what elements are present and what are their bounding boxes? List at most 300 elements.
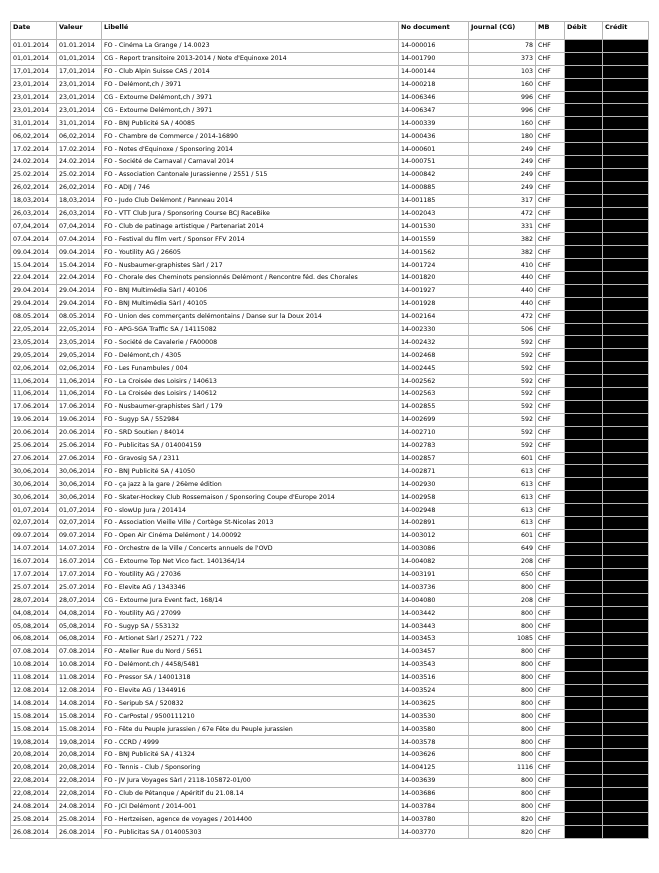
cell-no-document: 14-002562 bbox=[399, 375, 469, 388]
table-row bbox=[11, 697, 649, 710]
cell-date: 06,02,2014 bbox=[11, 130, 57, 143]
cell-credit-redacted bbox=[603, 181, 649, 194]
cell-libelle: FO - Notes d'Equinoxe / Sponsoring 2014 bbox=[102, 143, 399, 156]
cell-valeur: 11.08.2014 bbox=[57, 671, 102, 684]
cell-journal: 613 bbox=[469, 516, 536, 529]
cell-valeur: 31,01,2014 bbox=[57, 117, 102, 130]
cell-date: 20,08,2014 bbox=[11, 748, 57, 761]
cell-libelle: FO - CCRD / 4999 bbox=[102, 736, 399, 749]
table-row bbox=[11, 439, 649, 452]
cell-debit-redacted bbox=[565, 349, 603, 362]
cell-date: 15.08.2014 bbox=[11, 710, 57, 723]
cell-credit-redacted bbox=[603, 194, 649, 207]
cell-credit-redacted bbox=[603, 439, 649, 452]
cell-valeur: 28,07,2014 bbox=[57, 594, 102, 607]
cell-no-document: 14-006347 bbox=[399, 104, 469, 117]
cell-no-document: 14-003442 bbox=[399, 607, 469, 620]
cell-date: 19,08,2014 bbox=[11, 736, 57, 749]
cell-libelle: CG - Extourne Top Net Vico fact. 1401364/14 bbox=[102, 555, 399, 568]
cell-mb: CHF bbox=[536, 168, 565, 181]
cell-mb: CHF bbox=[536, 684, 565, 697]
cell-no-document: 14-006346 bbox=[399, 91, 469, 104]
cell-no-document: 14-003453 bbox=[399, 632, 469, 645]
cell-credit-redacted bbox=[603, 671, 649, 684]
cell-journal: 249 bbox=[469, 156, 536, 169]
cell-valeur: 17.06.2014 bbox=[57, 400, 102, 413]
cell-no-document: 14-001927 bbox=[399, 284, 469, 297]
header-row bbox=[11, 22, 649, 40]
cell-valeur: 19.06.2014 bbox=[57, 413, 102, 426]
table-row bbox=[11, 181, 649, 194]
cell-libelle: FO - ADIJ / 746 bbox=[102, 181, 399, 194]
cell-date: 07.08.2014 bbox=[11, 645, 57, 658]
cell-libelle: FO - BNJ Publicité SA / 41324 bbox=[102, 748, 399, 761]
cell-journal: 800 bbox=[469, 774, 536, 787]
cell-debit-redacted bbox=[565, 568, 603, 581]
cell-date: 14.07.2014 bbox=[11, 542, 57, 555]
cell-libelle: FO - BNJ Publicité SA / 41050 bbox=[102, 465, 399, 478]
cell-no-document: 14-003443 bbox=[399, 620, 469, 633]
cell-debit-redacted bbox=[565, 607, 603, 620]
cell-no-document: 14-000601 bbox=[399, 143, 469, 156]
cell-no-document: 14-000218 bbox=[399, 78, 469, 91]
table-row bbox=[11, 259, 649, 272]
cell-credit-redacted bbox=[603, 117, 649, 130]
cell-libelle: FO - Festival du film vert / Sponsor FFV 2014 bbox=[102, 233, 399, 246]
cell-credit-redacted bbox=[603, 400, 649, 413]
cell-debit-redacted bbox=[565, 400, 603, 413]
cell-mb: CHF bbox=[536, 787, 565, 800]
cell-libelle: FO - Delémont,ch / 3971 bbox=[102, 78, 399, 91]
cell-journal: 592 bbox=[469, 426, 536, 439]
table-row bbox=[11, 336, 649, 349]
cell-credit-redacted bbox=[603, 465, 649, 478]
cell-credit-redacted bbox=[603, 542, 649, 555]
cell-mb: CHF bbox=[536, 52, 565, 65]
cell-journal: 613 bbox=[469, 491, 536, 504]
cell-mb: CHF bbox=[536, 400, 565, 413]
cell-credit-redacted bbox=[603, 774, 649, 787]
header-mb: MB bbox=[536, 22, 565, 40]
cell-mb: CHF bbox=[536, 310, 565, 323]
cell-date: 23,01,2014 bbox=[11, 104, 57, 117]
cell-journal: 440 bbox=[469, 272, 536, 285]
cell-date: 25.06.2014 bbox=[11, 439, 57, 452]
cell-no-document: 14-002164 bbox=[399, 310, 469, 323]
cell-date: 25.08.2014 bbox=[11, 813, 57, 826]
cell-no-document: 14-003086 bbox=[399, 542, 469, 555]
cell-valeur: 22,08,2014 bbox=[57, 774, 102, 787]
cell-credit-redacted bbox=[603, 362, 649, 375]
cell-date: 25.02.2014 bbox=[11, 168, 57, 181]
cell-libelle: FO - VTT Club Jura / Sponsoring Course BCJ RaceBike bbox=[102, 207, 399, 220]
cell-credit-redacted bbox=[603, 620, 649, 633]
cell-valeur: 02,07,2014 bbox=[57, 516, 102, 529]
cell-valeur: 22,08,2014 bbox=[57, 787, 102, 800]
cell-journal: 601 bbox=[469, 452, 536, 465]
cell-credit-redacted bbox=[603, 504, 649, 517]
table-row bbox=[11, 91, 649, 104]
cell-debit-redacted bbox=[565, 439, 603, 452]
cell-date: 15.08.2014 bbox=[11, 723, 57, 736]
cell-credit-redacted bbox=[603, 658, 649, 671]
cell-credit-redacted bbox=[603, 800, 649, 813]
cell-date: 30,06,2014 bbox=[11, 491, 57, 504]
cell-no-document: 14-000016 bbox=[399, 40, 469, 53]
cell-no-document: 14-000885 bbox=[399, 181, 469, 194]
cell-mb: CHF bbox=[536, 297, 565, 310]
cell-debit-redacted bbox=[565, 723, 603, 736]
cell-libelle: FO - Judo Club Delémont / Panneau 2014 bbox=[102, 194, 399, 207]
cell-valeur: 30,06,2014 bbox=[57, 465, 102, 478]
cell-valeur: 17,01,2014 bbox=[57, 65, 102, 78]
cell-date: 28,07,2014 bbox=[11, 594, 57, 607]
cell-mb: CHF bbox=[536, 581, 565, 594]
cell-date: 26.08.2014 bbox=[11, 826, 57, 839]
cell-date: 02,07,2014 bbox=[11, 516, 57, 529]
cell-no-document: 14-000339 bbox=[399, 117, 469, 130]
cell-libelle: FO - Société de Carnaval / Carnaval 2014 bbox=[102, 156, 399, 169]
cell-credit-redacted bbox=[603, 65, 649, 78]
cell-credit-redacted bbox=[603, 336, 649, 349]
cell-libelle: FO - Hertzeisen, agence de voyages / 2014400 bbox=[102, 813, 399, 826]
cell-credit-redacted bbox=[603, 478, 649, 491]
cell-credit-redacted bbox=[603, 684, 649, 697]
cell-date: 24.02.2014 bbox=[11, 156, 57, 169]
cell-date: 16.07.2014 bbox=[11, 555, 57, 568]
cell-mb: CHF bbox=[536, 323, 565, 336]
cell-credit-redacted bbox=[603, 259, 649, 272]
cell-valeur: 05,08,2014 bbox=[57, 620, 102, 633]
cell-debit-redacted bbox=[565, 194, 603, 207]
cell-mb: CHF bbox=[536, 452, 565, 465]
cell-date: 31,01,2014 bbox=[11, 117, 57, 130]
cell-credit-redacted bbox=[603, 568, 649, 581]
cell-mb: CHF bbox=[536, 710, 565, 723]
cell-valeur: 15.08.2014 bbox=[57, 723, 102, 736]
table-row bbox=[11, 272, 649, 285]
cell-debit-redacted bbox=[565, 761, 603, 774]
cell-mb: CHF bbox=[536, 104, 565, 117]
cell-journal: 800 bbox=[469, 710, 536, 723]
cell-no-document: 14-003578 bbox=[399, 736, 469, 749]
cell-mb: CHF bbox=[536, 181, 565, 194]
cell-journal: 613 bbox=[469, 465, 536, 478]
cell-libelle: FO - Cinéma La Grange / 14.0023 bbox=[102, 40, 399, 53]
table-row bbox=[11, 130, 649, 143]
cell-libelle: FO - Open Air Cinéma Delémont / 14.00092 bbox=[102, 529, 399, 542]
cell-no-document: 14-004125 bbox=[399, 761, 469, 774]
cell-date: 22,08,2014 bbox=[11, 787, 57, 800]
cell-journal: 373 bbox=[469, 52, 536, 65]
cell-date: 30,06,2014 bbox=[11, 465, 57, 478]
cell-valeur: 19,08,2014 bbox=[57, 736, 102, 749]
cell-date: 15.04.2014 bbox=[11, 259, 57, 272]
cell-mb: CHF bbox=[536, 555, 565, 568]
table-row bbox=[11, 233, 649, 246]
cell-no-document: 14-001928 bbox=[399, 297, 469, 310]
cell-mb: CHF bbox=[536, 65, 565, 78]
cell-valeur: 06,02,2014 bbox=[57, 130, 102, 143]
cell-date: 09.07.2014 bbox=[11, 529, 57, 542]
cell-date: 08.05.2014 bbox=[11, 310, 57, 323]
cell-credit-redacted bbox=[603, 310, 649, 323]
cell-mb: CHF bbox=[536, 542, 565, 555]
cell-valeur: 18,03,2014 bbox=[57, 194, 102, 207]
cell-date: 20.06.2014 bbox=[11, 426, 57, 439]
cell-no-document: 14-000751 bbox=[399, 156, 469, 169]
cell-journal: 800 bbox=[469, 723, 536, 736]
cell-journal: 800 bbox=[469, 800, 536, 813]
table-row bbox=[11, 284, 649, 297]
cell-libelle: FO - Publicitas SA / 014005303 bbox=[102, 826, 399, 839]
cell-mb: CHF bbox=[536, 568, 565, 581]
cell-mb: CHF bbox=[536, 40, 565, 53]
cell-mb: CHF bbox=[536, 91, 565, 104]
cell-date: 22.04.2014 bbox=[11, 272, 57, 285]
cell-journal: 996 bbox=[469, 91, 536, 104]
cell-journal: 800 bbox=[469, 748, 536, 761]
cell-journal: 800 bbox=[469, 787, 536, 800]
cell-libelle: FO - Fête du Peuple jurassien / 67e Fête du Peuple jurassien bbox=[102, 723, 399, 736]
cell-journal: 472 bbox=[469, 310, 536, 323]
header-libelle: Libellé bbox=[102, 22, 399, 40]
cell-debit-redacted bbox=[565, 336, 603, 349]
cell-libelle: CG - Extourne Jura Event fact, 168/14 bbox=[102, 594, 399, 607]
table-row bbox=[11, 400, 649, 413]
cell-libelle: FO - CarPostal / 9500111210 bbox=[102, 710, 399, 723]
cell-debit-redacted bbox=[565, 465, 603, 478]
cell-debit-redacted bbox=[565, 516, 603, 529]
cell-libelle: FO - Artionet Sàrl / 25271 / 722 bbox=[102, 632, 399, 645]
cell-no-document: 14-002783 bbox=[399, 439, 469, 452]
table-row bbox=[11, 143, 649, 156]
cell-credit-redacted bbox=[603, 555, 649, 568]
cell-mb: CHF bbox=[536, 220, 565, 233]
cell-journal: 160 bbox=[469, 78, 536, 91]
cell-valeur: 20,08,2014 bbox=[57, 761, 102, 774]
cell-credit-redacted bbox=[603, 388, 649, 401]
cell-mb: CHF bbox=[536, 349, 565, 362]
cell-debit-redacted bbox=[565, 130, 603, 143]
cell-debit-redacted bbox=[565, 375, 603, 388]
cell-debit-redacted bbox=[565, 310, 603, 323]
cell-mb: CHF bbox=[536, 465, 565, 478]
cell-journal: 180 bbox=[469, 130, 536, 143]
table-row bbox=[11, 684, 649, 697]
cell-date: 17.07.2014 bbox=[11, 568, 57, 581]
table-row bbox=[11, 168, 649, 181]
cell-no-document: 14-003516 bbox=[399, 671, 469, 684]
cell-mb: CHF bbox=[536, 233, 565, 246]
cell-no-document: 14-003625 bbox=[399, 697, 469, 710]
cell-no-document: 14-002891 bbox=[399, 516, 469, 529]
cell-mb: CHF bbox=[536, 697, 565, 710]
cell-libelle: FO - Skater-Hockey Club Rossemaison / Sponsoring Coupe d'Europe 2014 bbox=[102, 491, 399, 504]
cell-mb: CHF bbox=[536, 671, 565, 684]
cell-journal: 800 bbox=[469, 658, 536, 671]
table-row bbox=[11, 323, 649, 336]
cell-date: 23,01,2014 bbox=[11, 91, 57, 104]
cell-debit-redacted bbox=[565, 697, 603, 710]
cell-credit-redacted bbox=[603, 375, 649, 388]
cell-no-document: 14-002330 bbox=[399, 323, 469, 336]
cell-no-document: 14-003543 bbox=[399, 658, 469, 671]
cell-no-document: 14-002563 bbox=[399, 388, 469, 401]
cell-debit-redacted bbox=[565, 452, 603, 465]
table-row bbox=[11, 452, 649, 465]
cell-debit-redacted bbox=[565, 800, 603, 813]
cell-debit-redacted bbox=[565, 684, 603, 697]
table-row bbox=[11, 504, 649, 517]
cell-credit-redacted bbox=[603, 143, 649, 156]
cell-debit-redacted bbox=[565, 246, 603, 259]
cell-no-document: 14-003736 bbox=[399, 581, 469, 594]
cell-valeur: 09.04.2014 bbox=[57, 246, 102, 259]
cell-credit-redacted bbox=[603, 349, 649, 362]
cell-libelle: FO - ça jazz à la gare / 26ème édition bbox=[102, 478, 399, 491]
table-row bbox=[11, 297, 649, 310]
cell-journal: 382 bbox=[469, 246, 536, 259]
cell-journal: 800 bbox=[469, 684, 536, 697]
cell-mb: CHF bbox=[536, 516, 565, 529]
cell-valeur: 17.07.2014 bbox=[57, 568, 102, 581]
cell-credit-redacted bbox=[603, 581, 649, 594]
ledger-body bbox=[11, 40, 649, 839]
cell-mb: CHF bbox=[536, 478, 565, 491]
cell-journal: 410 bbox=[469, 259, 536, 272]
cell-debit-redacted bbox=[565, 787, 603, 800]
cell-journal: 592 bbox=[469, 439, 536, 452]
cell-mb: CHF bbox=[536, 207, 565, 220]
table-row bbox=[11, 555, 649, 568]
cell-valeur: 22.04.2014 bbox=[57, 272, 102, 285]
cell-credit-redacted bbox=[603, 297, 649, 310]
cell-no-document: 14-002948 bbox=[399, 504, 469, 517]
cell-valeur: 23,01,2014 bbox=[57, 78, 102, 91]
cell-journal: 440 bbox=[469, 297, 536, 310]
cell-credit-redacted bbox=[603, 91, 649, 104]
cell-credit-redacted bbox=[603, 529, 649, 542]
cell-valeur: 01,01,2014 bbox=[57, 52, 102, 65]
cell-libelle: FO - Youtility AG / 26605 bbox=[102, 246, 399, 259]
cell-date: 23,05,2014 bbox=[11, 336, 57, 349]
cell-libelle: FO - Chambre de Commerce / 2014-16890 bbox=[102, 130, 399, 143]
cell-valeur: 11,06,2014 bbox=[57, 375, 102, 388]
cell-no-document: 14-001724 bbox=[399, 259, 469, 272]
cell-libelle: FO - Pressor SA / 14001318 bbox=[102, 671, 399, 684]
cell-valeur: 25.07.2014 bbox=[57, 581, 102, 594]
cell-credit-redacted bbox=[603, 207, 649, 220]
cell-libelle: FO - Delémont,ch / 4305 bbox=[102, 349, 399, 362]
cell-libelle: FO - JV Jura Voyages Sàrl / 2118-105872-01/00 bbox=[102, 774, 399, 787]
cell-valeur: 09.07.2014 bbox=[57, 529, 102, 542]
cell-valeur: 20,08,2014 bbox=[57, 748, 102, 761]
cell-debit-redacted bbox=[565, 413, 603, 426]
cell-date: 26,02,2014 bbox=[11, 181, 57, 194]
cell-credit-redacted bbox=[603, 156, 649, 169]
cell-credit-redacted bbox=[603, 168, 649, 181]
table-row bbox=[11, 736, 649, 749]
cell-no-document: 14-003686 bbox=[399, 787, 469, 800]
cell-date: 11,06,2014 bbox=[11, 388, 57, 401]
cell-valeur: 02,06,2014 bbox=[57, 362, 102, 375]
cell-mb: CHF bbox=[536, 336, 565, 349]
table-row bbox=[11, 516, 649, 529]
cell-valeur: 23,01,2014 bbox=[57, 104, 102, 117]
cell-journal: 103 bbox=[469, 65, 536, 78]
cell-mb: CHF bbox=[536, 375, 565, 388]
cell-no-document: 14-002930 bbox=[399, 478, 469, 491]
table-row bbox=[11, 491, 649, 504]
cell-mb: CHF bbox=[536, 194, 565, 207]
cell-mb: CHF bbox=[536, 426, 565, 439]
cell-libelle: FO - Elevite AG / 1343346 bbox=[102, 581, 399, 594]
cell-date: 05,08,2014 bbox=[11, 620, 57, 633]
cell-mb: CHF bbox=[536, 761, 565, 774]
cell-libelle: CG - Extourne Delémont,ch / 3971 bbox=[102, 104, 399, 117]
cell-credit-redacted bbox=[603, 491, 649, 504]
cell-no-document: 14-003784 bbox=[399, 800, 469, 813]
cell-date: 12.08.2014 bbox=[11, 684, 57, 697]
cell-credit-redacted bbox=[603, 233, 649, 246]
cell-credit-redacted bbox=[603, 697, 649, 710]
cell-debit-redacted bbox=[565, 220, 603, 233]
cell-mb: CHF bbox=[536, 620, 565, 633]
cell-valeur: 06,08,2014 bbox=[57, 632, 102, 645]
cell-debit-redacted bbox=[565, 632, 603, 645]
table-row bbox=[11, 220, 649, 233]
cell-journal: 208 bbox=[469, 555, 536, 568]
cell-journal: 592 bbox=[469, 400, 536, 413]
cell-journal: 331 bbox=[469, 220, 536, 233]
cell-no-document: 14-004080 bbox=[399, 594, 469, 607]
table-row bbox=[11, 658, 649, 671]
cell-credit-redacted bbox=[603, 736, 649, 749]
cell-debit-redacted bbox=[565, 645, 603, 658]
cell-date: 01,01,2014 bbox=[11, 52, 57, 65]
cell-libelle: FO - Publicitas SA / 014004159 bbox=[102, 439, 399, 452]
cell-no-document: 14-000144 bbox=[399, 65, 469, 78]
cell-date: 07,04,2014 bbox=[11, 220, 57, 233]
cell-mb: CHF bbox=[536, 607, 565, 620]
cell-no-document: 14-002432 bbox=[399, 336, 469, 349]
cell-journal: 592 bbox=[469, 336, 536, 349]
cell-journal: 1085 bbox=[469, 632, 536, 645]
cell-credit-redacted bbox=[603, 272, 649, 285]
table-row bbox=[11, 78, 649, 91]
table-row bbox=[11, 104, 649, 117]
cell-valeur: 01,07,2014 bbox=[57, 504, 102, 517]
cell-credit-redacted bbox=[603, 594, 649, 607]
cell-no-document: 14-003524 bbox=[399, 684, 469, 697]
cell-mb: CHF bbox=[536, 439, 565, 452]
cell-debit-redacted bbox=[565, 91, 603, 104]
cell-journal: 592 bbox=[469, 413, 536, 426]
cell-valeur: 16.07.2014 bbox=[57, 555, 102, 568]
cell-journal: 249 bbox=[469, 143, 536, 156]
cell-valeur: 10.08.2014 bbox=[57, 658, 102, 671]
cell-journal: 800 bbox=[469, 736, 536, 749]
cell-debit-redacted bbox=[565, 426, 603, 439]
cell-debit-redacted bbox=[565, 529, 603, 542]
cell-mb: CHF bbox=[536, 658, 565, 671]
table-row bbox=[11, 671, 649, 684]
cell-date: 18,03,2014 bbox=[11, 194, 57, 207]
cell-debit-redacted bbox=[565, 168, 603, 181]
cell-debit-redacted bbox=[565, 272, 603, 285]
cell-credit-redacted bbox=[603, 104, 649, 117]
